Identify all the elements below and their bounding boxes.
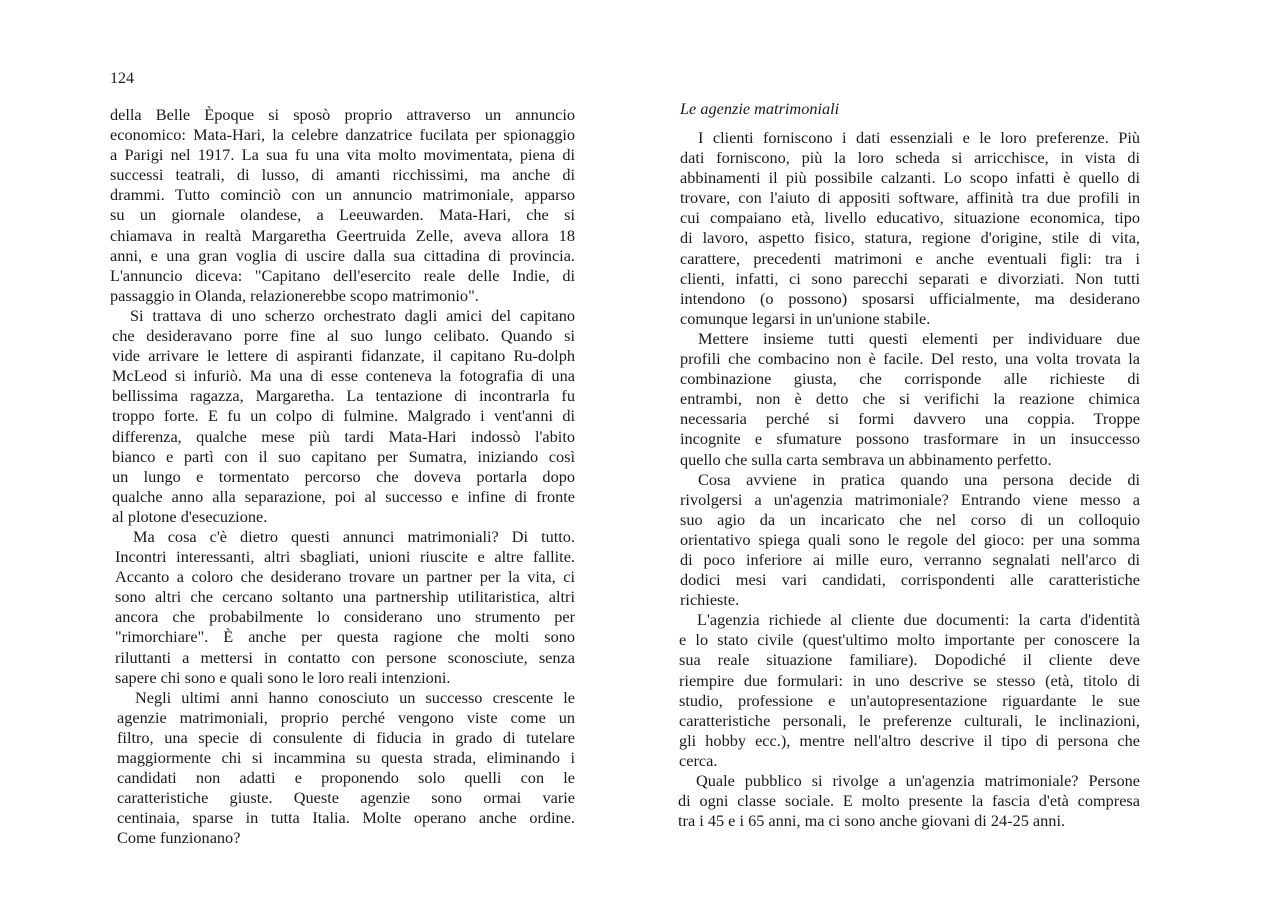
text-line: troppo forte. E fu un colpo di fulmine. Malgrado i vent'anni di: [112, 406, 575, 426]
text-line: suo agio da un incaricato che nel corso di un colloquio: [680, 509, 1140, 529]
left-column: [110, 105, 575, 848]
text-line: Si trattava di uno scherzo orchestrato dagli amici del capitano: [130, 305, 575, 325]
text-line: sono altri che cercano soltanto una partnership utilitaristica, altri: [115, 587, 575, 607]
text-line: quello che sulla carta sembrava un abbinamento perfetto.: [680, 449, 1052, 469]
text-line: bianco e partì con il suo capitano per Sumatra, iniziando così: [112, 446, 575, 466]
text-line: Ma cosa c'è dietro questi annunci matrimoniali? Di tutto.: [133, 526, 575, 546]
text-line: Cosa avviene in pratica quando una persona decide di: [698, 469, 1140, 489]
text-line: entrambi, non è detto che si verifichi la reazione chimica: [680, 389, 1140, 409]
text-line: passaggio in Olanda, relazionerebbe scopo matrimonio".: [110, 285, 479, 305]
text-line: successi teatrali, di lusso, di amanti ricchissimi, ma anche di: [110, 165, 575, 185]
text-line: a Parigi nel 1917. La sua fu una vita molto movimentata, piena di: [110, 145, 575, 165]
paragraph: [110, 105, 575, 306]
text-line: di poco inferiore ai mille euro, verranno segnalati nell'arco di: [680, 549, 1140, 569]
text-line: qualche anno alla separazione, poi al successo e infine di fronte: [112, 486, 575, 506]
text-line: Negli ultimi anni hanno conosciuto un successo crescente le: [135, 687, 575, 707]
text-line: McLeod si infuriò. Ma una di esse conteneva la fotografia di una: [112, 366, 575, 386]
text-line: riluttanti a mettersi in contatto con persone sconosciute, senza: [115, 647, 575, 667]
text-line: "rimorchiare". È anche per questa ragione che molti sono: [115, 627, 575, 647]
text-line: gli hobby ecc.), mentre nell'altro descrive il tipo di persona che: [679, 730, 1140, 750]
text-line: di ogni classe sociale. E molto presente la fascia d'età compresa: [678, 791, 1140, 811]
text-line: caratteristiche giuste. Queste agenzie sono ormai varie: [117, 788, 575, 808]
text-line: tra i 45 e i 65 anni, ma ci sono anche giovani di 24-25 anni.: [678, 811, 1066, 831]
paragraph: [679, 610, 1140, 771]
text-line: necessaria perché si formi davvero una coppia. Troppe: [680, 409, 1140, 429]
text-line: riempire due formulari: in uno descrive se stesso (età, titolo di: [679, 670, 1140, 690]
text-line: Come funzionano?: [117, 828, 241, 848]
text-line: centinaia, sparse in tutta Italia. Molte operano anche ordine.: [117, 808, 575, 828]
text-line: abbinamenti il più possibile calzanti. Lo scopo infatti è quello di: [680, 168, 1140, 188]
text-line: Quale pubblico si rivolge a un'agenzia matrimoniale? Persone: [696, 771, 1140, 790]
text-line: di lavoro, aspetto fisico, statura, regione d'origine, stile di vita,: [680, 228, 1140, 248]
text-line: maggiormente chi si incammina su questa strada, eliminando i: [117, 748, 575, 767]
paragraph: [680, 329, 1140, 470]
text-line: vide arrivare le lettere di aspiranti fidanzate, il capitano Ru-dolph: [112, 346, 575, 366]
paragraph: [680, 128, 1140, 329]
text-line: cui compaiano età, livello educativo, situazione economica, tipo: [680, 208, 1140, 228]
paragraph: [680, 470, 1140, 611]
text-line: studio, professione e un'autopresentazione riguardante le sue: [679, 690, 1140, 710]
text-line: richieste.: [680, 590, 740, 610]
text-line: L'agenzia richiede al cliente due documenti: la carta d'identità: [697, 610, 1140, 630]
paragraph: [115, 527, 575, 688]
text-line: bellissima ragazza, Margaretha. La tentazione di incontrarla fu: [112, 386, 575, 406]
right-column: [680, 98, 1140, 831]
page-number: 124: [110, 70, 134, 87]
text-line: cerca.: [679, 750, 718, 770]
text-line: combinazione giusta, che corrisponde alle richieste di: [680, 369, 1140, 389]
text-line: sua reale situazione familiare). Dopodiché il cliente deve: [679, 650, 1140, 670]
text-line: L'annuncio diceva: "Capitano dell'esercito reale delle Indie, di: [110, 265, 575, 285]
text-line: sapere chi sono e quali sono le loro reali intenzioni.: [115, 667, 451, 687]
text-line: economico: Mata-Hari, la celebre danzatrice fucilata per spionaggio: [110, 125, 575, 145]
section-title: Le agenzie matrimoniali: [680, 99, 840, 118]
text-line: un lungo e tormentato percorso che doveva portarla dopo: [112, 466, 575, 486]
text-line: profili che combacino non è facile. Del resto, una volta trovata la: [680, 349, 1140, 369]
text-line: anni, e una gran voglia di uscire dalla sua cittadina di provincia.: [110, 245, 575, 265]
text-line: chiamava in realtà Margaretha Geertruida Zelle, aveva allora 18: [110, 225, 575, 245]
text-line: che desideravano porre fine al suo lungo celibato. Quando si: [112, 326, 575, 346]
text-line: carattere, precedenti matrimoni e anche eventuali figli: tra i: [680, 248, 1140, 268]
text-line: orientativo spiega quali sono le regole del gioco: per una somma: [680, 529, 1140, 549]
text-line: caratteristiche personali, le preferenze culturali, le inclinazioni,: [679, 710, 1140, 730]
text-line: filtro, una specie di consulente di fiducia in grado di tutelare: [117, 727, 575, 747]
text-line: rivolgersi a un'agenzia matrimoniale? Entrando viene messo a: [680, 489, 1140, 509]
text-line: comunque legarsi in un'unione stabile.: [680, 308, 931, 328]
text-line: dati forniscono, più la loro scheda si arricchisce, in vista di: [680, 148, 1140, 168]
text-line: ancora che probabilmente lo considerano uno strumento per: [115, 607, 575, 627]
text-line: al plotone d'esecuzione.: [112, 506, 268, 526]
text-line: intendono (o possono) sposarsi ufficialmente, ma desiderano: [680, 288, 1140, 308]
text-line: dodici mesi vari candidati, corrispondenti alle caratteristiche: [680, 570, 1140, 590]
paragraph: [112, 306, 575, 527]
text-line: Accanto a coloro che desiderano trovare un partner per la vita, ci: [115, 567, 575, 587]
text-line: della Belle Èpoque si sposò proprio attraverso un annuncio: [110, 105, 575, 124]
text-line: incognite e sfumature possono trasformare in un insuccesso: [680, 429, 1140, 449]
text-line: agenzie matrimoniali, proprio perché vengono viste come un: [117, 707, 575, 727]
text-line: drammi. Tutto cominciò con un annuncio matrimoniale, apparso: [110, 185, 575, 205]
text-line: su un giornale olandese, a Leeuwarden. Mata-Hari, che si: [110, 205, 575, 225]
text-line: differenza, qualche mese più tardi Mata-Hari indossò l'abito: [112, 426, 575, 446]
text-line: candidati non adatti e proponendo solo quelli con le: [117, 768, 575, 788]
text-line: Incontri interessanti, altri sbagliati, unioni riuscite e altre fallite.: [115, 547, 575, 567]
paragraph: [117, 688, 575, 849]
text-line: e lo stato civile (quest'ultimo molto importante per conoscere la: [679, 630, 1140, 650]
paragraph: [678, 771, 1140, 831]
text-line: clienti, infatti, ci sono parecchi separati e divorziati. Non tutti: [680, 268, 1140, 288]
text-line: Mettere insieme tutti questi elementi per individuare due: [698, 328, 1140, 348]
text-line: I clienti forniscono i dati essenziali e le loro preferenze. Più: [698, 128, 1140, 147]
text-line: trovare, con l'aiuto di appositi software, affinità tra due profili in: [680, 188, 1140, 208]
